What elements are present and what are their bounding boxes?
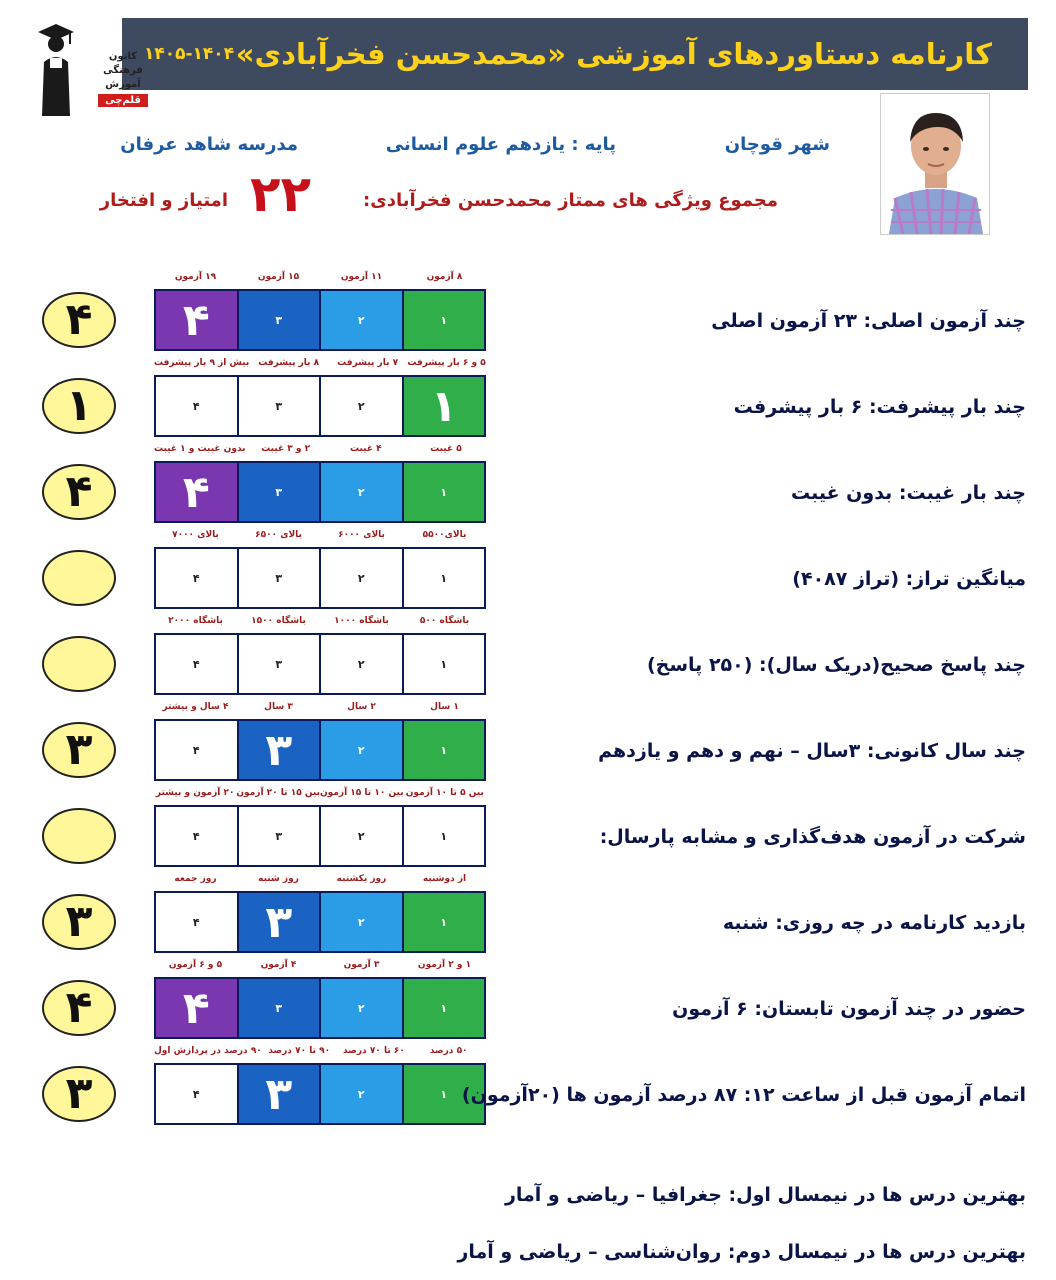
row-score-badge — [42, 808, 116, 864]
range-label: باشگاه ۵۰۰ — [419, 616, 470, 626]
level-cell-1: ۱ — [404, 549, 485, 607]
row-question: اتمام آزمون قبل از ساعت ۱۲: ۸۷ درصد آزمون ها (۲۰آزمون) — [461, 1084, 1026, 1106]
level-cell-3: ۳ — [239, 807, 320, 865]
row-question: چند بار پیشرفت: ۶ بار پیشرفت — [733, 396, 1026, 418]
range-label: ۴ آزمون — [260, 960, 297, 970]
range-label: ۲۰ آزمون و بیشتر — [155, 788, 235, 798]
range-label: بدون غیبت و ۱ غیبت — [154, 444, 246, 454]
row-question: میانگین تراز: (تراز ۴۰۸۷) — [792, 568, 1026, 590]
level-cell-1: ۱ — [404, 979, 485, 1037]
row-score-badge: ۳ — [42, 1066, 116, 1122]
range-label: ۸ بار پیشرفت — [258, 358, 320, 368]
range-label: روز یکشنبه — [336, 874, 387, 884]
student-photo — [880, 93, 990, 235]
level-cell-3: ۳ — [239, 377, 320, 435]
range-label: ۱ و ۲ آزمون — [417, 960, 472, 970]
semester1-best-subjects: بهترین درس ها در نیمسال اول: جغرافیا – ریاضی و آمار — [504, 1184, 1026, 1206]
total-score: ۲۲ — [250, 165, 312, 223]
row-range-labels — [154, 444, 486, 460]
range-label: ۵ غیبت — [430, 444, 462, 454]
range-label: ۴ غیبت — [349, 444, 382, 454]
row-range-labels — [154, 702, 486, 718]
range-label: ۱۹ آزمون — [174, 272, 217, 282]
level-cell-1: ۱ — [404, 463, 485, 521]
level-cell-2: ۲ — [321, 463, 402, 521]
row-range-labels — [154, 530, 486, 546]
score-level-grid — [154, 805, 486, 867]
level-cell-1: ۱ — [404, 807, 485, 865]
student-avatar-icon — [881, 94, 989, 234]
range-label: ۱ سال — [430, 702, 459, 712]
range-label: ۳ سال — [264, 702, 293, 712]
row-question: چند سال کانونی: ۳سال – نهم و دهم و یازدهم — [598, 740, 1026, 762]
row-score-badge: ۴ — [42, 980, 116, 1036]
row-question: چند بار غیبت: بدون غیبت — [790, 482, 1026, 504]
range-label: بالای ۶۰۰۰ — [338, 530, 385, 540]
row-range-labels — [154, 788, 486, 804]
row-score-badge — [42, 550, 116, 606]
level-cell-2: ۲ — [321, 979, 402, 1037]
row-question: حضور در چند آزمون تابستان: ۶ آزمون — [672, 998, 1026, 1020]
score-level-grid — [154, 891, 486, 953]
graduate-icon — [36, 18, 76, 118]
row-range-labels — [154, 358, 486, 374]
range-label: بین ۵ تا ۱۰ آزمون — [405, 788, 484, 798]
range-label: بین ۱۰ تا ۱۵ آزمون — [320, 788, 404, 798]
range-label: ۵۰ درصد — [429, 1046, 468, 1056]
score-level-grid — [154, 719, 486, 781]
range-label: ۸ آزمون — [426, 272, 463, 282]
score-level-grid — [154, 375, 486, 437]
range-label: ۴ سال و بیشتر — [162, 702, 229, 712]
range-label: ۹۰ تا ۷۰ درصد — [268, 1046, 331, 1056]
row-question: چند پاسخ صحیح(دریک سال): (۲۵۰ پاسخ) — [646, 654, 1026, 676]
academic-year: ۱۴۰۵-۱۴۰۴ — [144, 44, 235, 64]
level-cell-4: ۴ — [156, 807, 237, 865]
level-cell-2: ۲ — [321, 291, 402, 349]
row-range-labels — [154, 616, 486, 632]
row-score-badge — [42, 636, 116, 692]
range-label: باشگاه ۲۰۰۰ — [168, 616, 223, 626]
level-cell-1: ۱ — [404, 635, 485, 693]
range-label: بالای ۷۰۰۰ — [172, 530, 219, 540]
logo-text-3: آموزش — [105, 79, 141, 90]
page-title: کارنامه دستاوردهای آموزشی «محمدحسن فخرآبادی» — [235, 37, 992, 71]
score-level-grid — [154, 1063, 486, 1125]
level-cell-1: ۱ — [404, 377, 485, 435]
row-question: شرکت در آزمون هدف‌گذاری و مشابه پارسال: — [599, 826, 1026, 848]
range-label: باشگاه ۱۵۰۰ — [251, 616, 306, 626]
level-cell-4: ۴ — [156, 635, 237, 693]
range-label: بالای۵۵۰۰ — [422, 530, 467, 540]
level-cell-4: ۴ — [156, 549, 237, 607]
range-label: ۶۰ تا ۷۰ درصد — [342, 1046, 405, 1056]
level-cell-2: ۲ — [321, 635, 402, 693]
range-label: بین ۱۵ تا ۲۰ آزمون — [236, 788, 320, 798]
grade-label: پایه : یازدهم علوم انسانی — [385, 134, 616, 155]
range-label: ۲ سال — [347, 702, 376, 712]
level-cell-2: ۲ — [321, 807, 402, 865]
range-label: ۵ و ۶ بار پیشرفت — [407, 358, 486, 368]
level-cell-3: ۳ — [239, 893, 320, 951]
row-score-badge: ۳ — [42, 894, 116, 950]
level-cell-4: ۴ — [156, 1065, 237, 1123]
range-label: ۵ و ۶ آزمون — [168, 960, 223, 970]
row-range-labels — [154, 874, 486, 890]
level-cell-1: ۱ — [404, 291, 485, 349]
score-level-grid — [154, 289, 486, 351]
row-range-labels — [154, 272, 486, 288]
row-range-labels — [154, 960, 486, 976]
kanoon-logo — [36, 18, 143, 118]
row-question: بازدید کارنامه در چه روزی: شنبه — [722, 912, 1026, 934]
logo-text-4: قلم‌چی — [98, 94, 148, 107]
range-label: ۳ آزمون — [343, 960, 380, 970]
level-cell-3: ۳ — [239, 549, 320, 607]
range-label: ۱۱ آزمون — [340, 272, 383, 282]
row-score-badge: ۳ — [42, 722, 116, 778]
level-cell-3: ۳ — [239, 721, 320, 779]
range-label: ۱۵ آزمون — [257, 272, 300, 282]
row-score-badge: ۴ — [42, 292, 116, 348]
level-cell-1: ۱ — [404, 721, 485, 779]
range-label: بالای ۶۵۰۰ — [255, 530, 302, 540]
level-cell-1: ۱ — [404, 893, 485, 951]
level-cell-3: ۳ — [239, 635, 320, 693]
range-label: باشگاه ۱۰۰۰ — [334, 616, 389, 626]
level-cell-3: ۳ — [239, 1065, 320, 1123]
level-cell-2: ۲ — [321, 377, 402, 435]
score-level-grid — [154, 633, 486, 695]
school-label: مدرسه شاهد عرفان — [120, 134, 298, 155]
range-label: روز جمعه — [174, 874, 217, 884]
range-label: ۷ بار پیشرفت — [337, 358, 399, 368]
level-cell-4: ۴ — [156, 893, 237, 951]
logo-text-2: فرهنگی — [103, 65, 143, 76]
range-label: ۹۰ درصد در پردازش اول — [154, 1046, 262, 1056]
row-score-badge: ۴ — [42, 464, 116, 520]
logo-text-1: کانون — [108, 51, 138, 62]
score-unit-label: امتیاز و افتخار — [99, 190, 228, 211]
semester2-best-subjects: بهترین درس ها در نیمسال دوم: روان‌شناسی – ریاضی و آمار — [457, 1241, 1026, 1263]
range-label: روز شنبه — [258, 874, 299, 884]
score-level-grid — [154, 977, 486, 1039]
row-score-badge: ۱ — [42, 378, 116, 434]
range-label: از دوشنبه — [422, 874, 467, 884]
row-question: چند آزمون اصلی: ۲۳ آزمون اصلی — [711, 310, 1026, 332]
level-cell-3: ۳ — [239, 291, 320, 349]
level-cell-4: ۴ — [156, 291, 237, 349]
score-level-grid — [154, 547, 486, 609]
level-cell-4: ۴ — [156, 721, 237, 779]
score-level-grid — [154, 461, 486, 523]
range-label: بیش از ۹ بار پیشرفت — [154, 358, 250, 368]
level-cell-4: ۴ — [156, 377, 237, 435]
level-cell-4: ۴ — [156, 463, 237, 521]
level-cell-2: ۲ — [321, 1065, 402, 1123]
header-bar — [122, 18, 1028, 90]
level-cell-2: ۲ — [321, 893, 402, 951]
level-cell-2: ۲ — [321, 721, 402, 779]
level-cell-3: ۳ — [239, 463, 320, 521]
level-cell-4: ۴ — [156, 979, 237, 1037]
level-cell-2: ۲ — [321, 549, 402, 607]
summary-label: مجموع ویژگی های ممتاز محمدحسن فخرآبادی: — [363, 190, 778, 211]
row-range-labels — [154, 1046, 486, 1062]
level-cell-1: ۱ — [404, 1065, 485, 1123]
range-label: ۲ و ۳ غیبت — [261, 444, 311, 454]
city-label: شهر قوچان — [724, 134, 830, 155]
level-cell-3: ۳ — [239, 979, 320, 1037]
